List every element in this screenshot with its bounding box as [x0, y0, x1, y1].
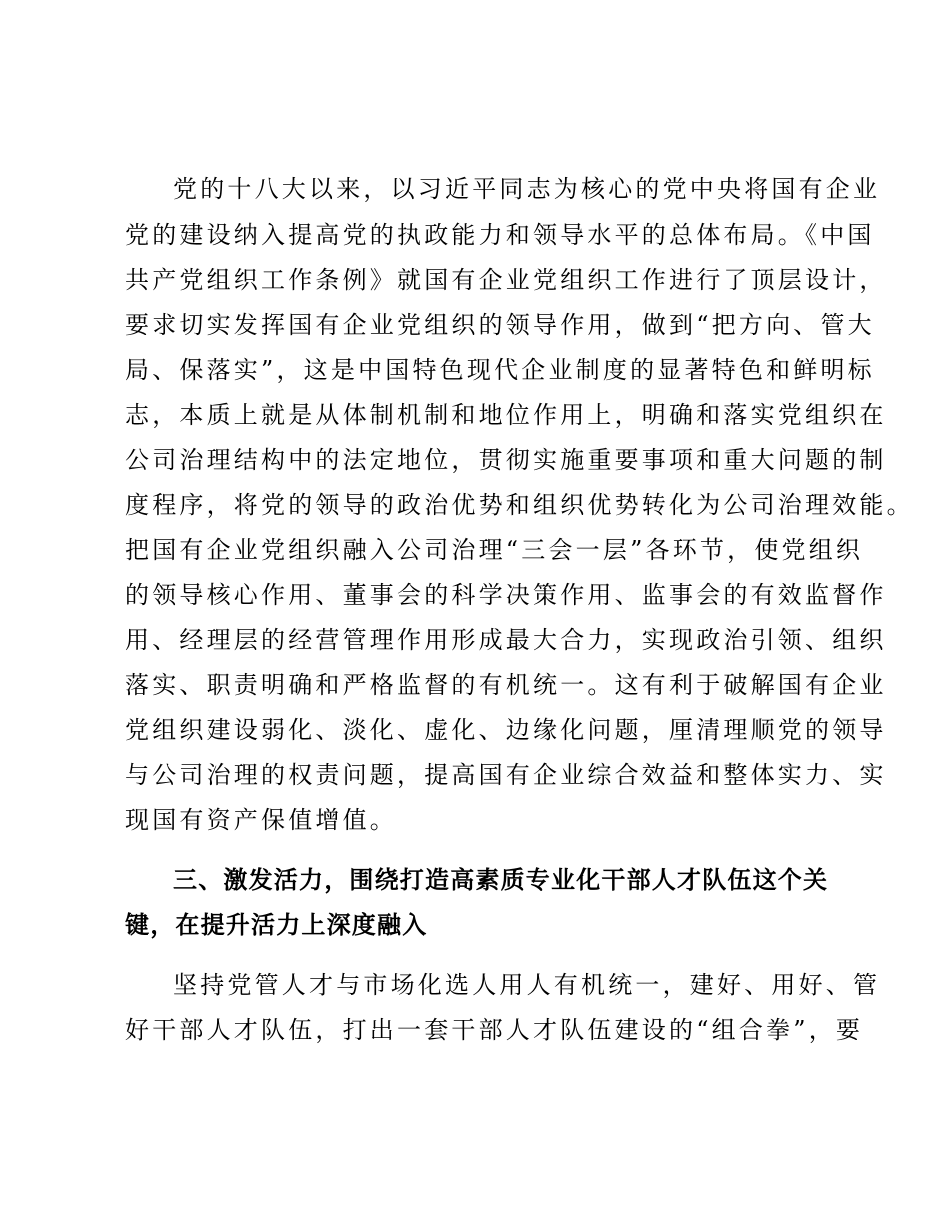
paragraph-line: 度程序，将党的领导的政治优势和组织优势转化为公司治理效能。	[125, 491, 914, 519]
paragraph-line: 党的十八大以来，以习近平同志为核心的党中央将国有企业	[173, 175, 881, 203]
section-heading-line: 键，在提升活力上深度融入	[125, 911, 428, 939]
paragraph-line: 现国有资产保值增值。	[125, 806, 397, 834]
paragraph-line: 与公司治理的权责问题，提高国有企业综合效益和整体实力、实	[125, 761, 887, 789]
paragraph-line: 志，本质上就是从体制机制和地位作用上，明确和落实党组织在	[125, 401, 887, 429]
paragraph-line: 好干部人才队伍，打出一套干部人才队伍建设的“组合拳”，要	[125, 1016, 864, 1044]
paragraph-line: 局、保落实”，这是中国特色现代企业制度的显著特色和鲜明标	[125, 356, 875, 384]
paragraph-line: 要求切实发挥国有企业党组织的领导作用，做到“把方向、管大	[125, 311, 875, 339]
paragraph-line: 坚持党管人才与市场化选人用人有机统一，建好、用好、管	[173, 971, 881, 999]
paragraph-line: 落实、职责明确和严格监督的有机统一。这有利于破解国有企业	[125, 671, 887, 699]
paragraph-line: 共产党组织工作条例》就国有企业党组织工作进行了顶层设计，	[125, 266, 887, 294]
paragraph-line: 公司治理结构中的法定地位，贯彻实施重要事项和重大问题的制	[125, 446, 887, 474]
paragraph-line: 用、经理层的经营管理作用形成最大合力，实现政治引领、组织	[125, 626, 887, 654]
paragraph-line: 的领导核心作用、董事会的科学决策作用、监事会的有效监督作	[125, 581, 887, 609]
paragraph-line: 把国有企业党组织融入公司治理“三会一层”各环节，使党组织	[125, 536, 864, 564]
paragraph-line: 党组织建设弱化、淡化、虚化、边缘化问题，厘清理顺党的领导	[125, 716, 887, 744]
section-heading-line: 三、激发活力，围绕打造高素质专业化干部人才队伍这个关	[173, 866, 829, 894]
paragraph-line: 党的建设纳入提高党的执政能力和领导水平的总体布局。《中国	[125, 221, 875, 249]
